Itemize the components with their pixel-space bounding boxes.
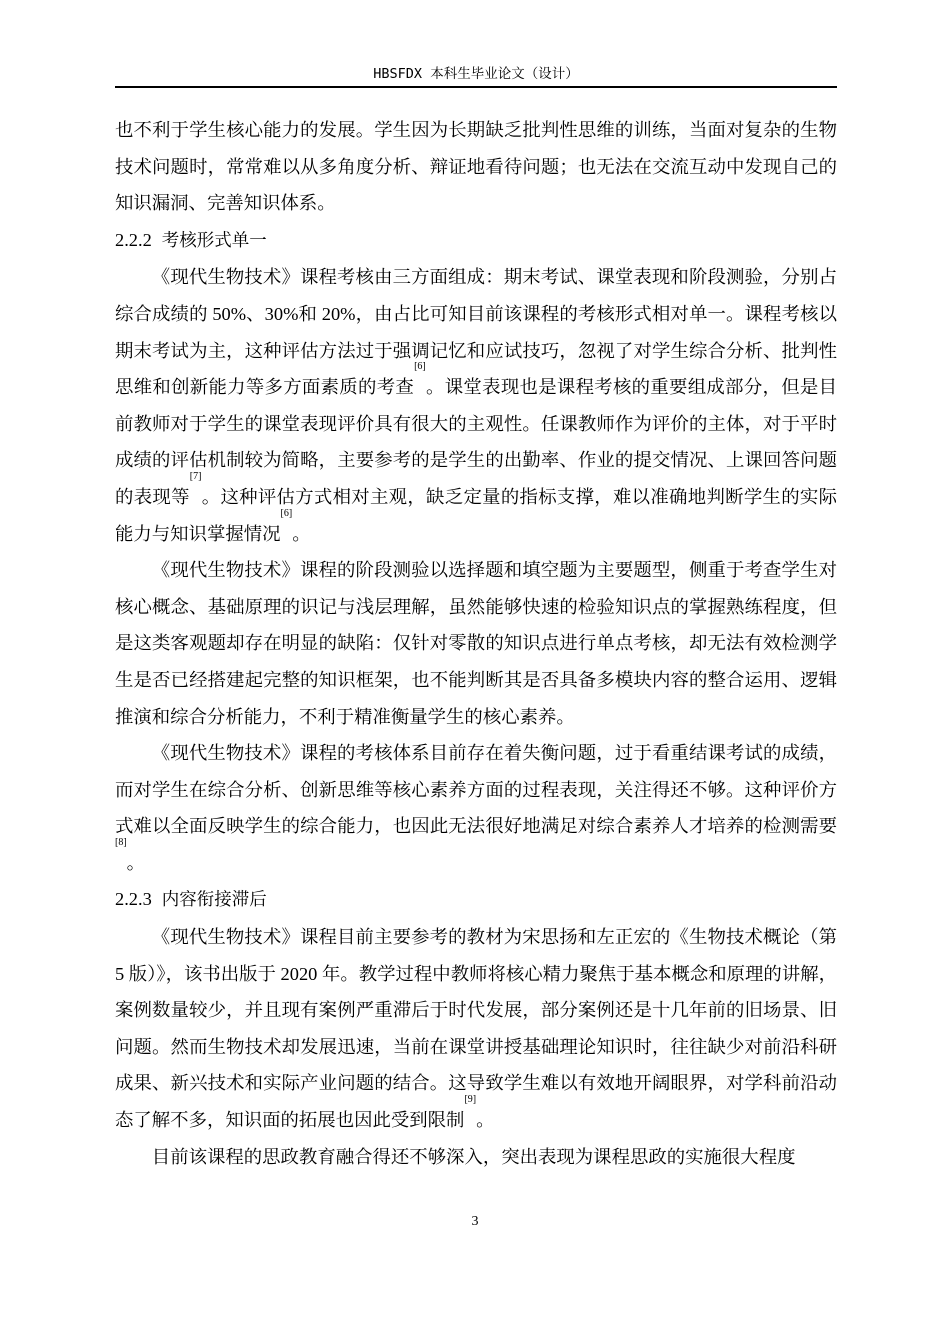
citation-ref: [6] bbox=[280, 507, 293, 519]
paragraph-text: 《现代生物技术》课程考核由三方面组成：期末考试、课堂表现和阶段测验，分别占综合成绩的 50%、30%和 20%，由占比可知目前该课程的考核形式相对单一。课程考核以期末考试为主，这种评估方法过于强调记忆和应试技巧，忽视了对学生综合分析、批判性思维和创新能力等多方面素质的考查 bbox=[115, 267, 837, 398]
running-header: HBSFDX 本科生毕业论文（设计） bbox=[373, 66, 579, 82]
section-number: 2.2.2 bbox=[115, 229, 152, 250]
paragraph-text: 。 bbox=[476, 1110, 495, 1131]
paragraph-stage-tests: 《现代生物技术》课程的阶段测验以选择题和填空题为主要题型，侧重于考查学生对核心概念、基础原理的识记与浅层理解，虽然能够快速的检验知识点的掌握熟练程度，但是这类客观题却存在明显的缺陷：仅针对零散的知识点进行单点考核，却无法有效检测学生是否已经搭建起完整的知识框架，也不能判断其是否具备多模块内容的整合运用、逻辑推演和综合分析能力，不利于精准衡量学生的核心素养。 bbox=[115, 560, 837, 727]
paragraph-text: 。 bbox=[126, 852, 146, 873]
paragraph-text: 《现代生物技术》课程目前主要参考的教材为宋思扬和左正宏的《生物技术概论（第 5 版）》，该书出版于 2020 年。教学过程中教师将核心精力聚焦于基本概念和原理的讲解，案例数量较少，并且现有案例严重滞后于时代发展，部分案例还是十几年前的旧场景、旧问题。然而生物技术却发展迅速，当前在课堂讲授基础理论知识时，往往缺少对前沿科研成果、新兴技术和实际产业问题的结合。这导致学生难以有效地开阔眼界，对学科前沿动态了解不多，知识面的拓展也因此受到限制 bbox=[115, 927, 837, 1131]
paragraph-assessment-imbalance bbox=[115, 735, 837, 881]
section-number: 2.2.3 bbox=[115, 889, 152, 910]
citation-ref: [7] bbox=[189, 470, 202, 482]
section-heading-2-2-3 bbox=[115, 881, 837, 919]
paragraph-text: 。这种评估方式相对主观，缺乏定量的指标支撑，难以准确地判断学生的实际能力与知识掌握情况 bbox=[115, 486, 837, 544]
paragraph-continuation: 也不利于学生核心能力的发展。学生因为长期缺乏批判性思维的训练，当面对复杂的生物技术问题时，常常难以从多角度分析、辩证地看待问题；也无法在交流互动中发现自己的知识漏洞、完善知识体系。 bbox=[115, 120, 837, 214]
section-heading-2-2-2 bbox=[115, 222, 837, 260]
paragraph-text: 《现代生物技术》课程的考核体系目前存在着失衡问题，过于看重结课考试的成绩，而对学生在综合分析、创新思维等核心素养方面的过程表现，关注得还不够。这种评价方式难以全面反映学生的综合能力，也因此无法很好地满足对综合素养人才培养的检测需要 bbox=[115, 743, 837, 837]
page-number: 3 bbox=[471, 1214, 479, 1229]
citation-ref: [9] bbox=[464, 1094, 477, 1106]
paragraph-text: 。课堂表现也是课程考核的重要组成部分，但是目前教师对于学生的课堂表现评价具有很大的主观性。任课教师作为评价的主体，对于平时成绩的评估机制较为简略，主要参考的是学生的出勤率、作业的提交情况、上课回答问题的表现等 bbox=[115, 377, 837, 507]
header-rule bbox=[115, 86, 837, 88]
section-title: 考核形式单一 bbox=[161, 230, 267, 251]
paragraph-content-lag bbox=[115, 919, 837, 1139]
paragraph-text: 。 bbox=[292, 523, 311, 544]
paragraph-ideological-education: 目前该课程的思政教育融合得还不够深入，突出表现为课程思政的实施很大程度 bbox=[151, 1146, 796, 1167]
paragraph-assessment-composition bbox=[115, 259, 837, 552]
citation-ref: [8] bbox=[115, 836, 127, 848]
section-title: 内容衔接滞后 bbox=[161, 890, 267, 911]
citation-ref: [6] bbox=[414, 361, 426, 373]
document-body bbox=[115, 112, 837, 1175]
